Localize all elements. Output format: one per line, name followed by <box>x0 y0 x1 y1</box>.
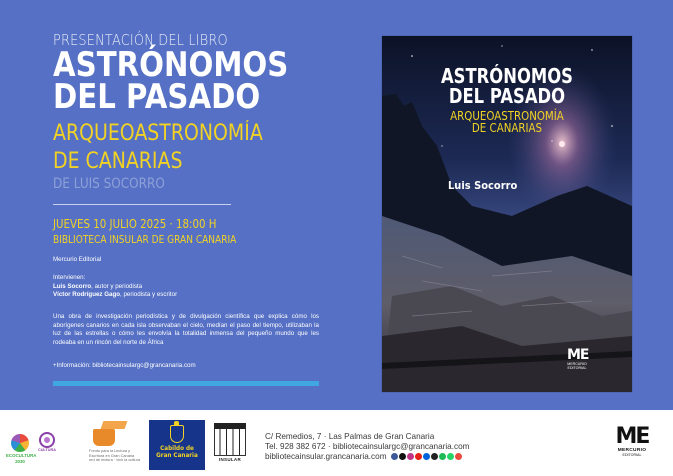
telegram-icon[interactable] <box>455 453 462 460</box>
cover-title-line2: DEL PASADO <box>448 84 566 108</box>
book-description: Una obra de investigación periodística y de divulgación científica que explica cómo los aborígenes canarios en cada isla observaban el cielo, medían el paso del tiempo, utilizaban la luz de las estrellas o cómo les envolvía la totalidad inmensa del pequeño mundo que les rodeaba en un rincón del norte de África <box>53 313 319 346</box>
cultura-label: CULTURA <box>37 448 57 452</box>
book-title-line2: DEL PASADO <box>53 77 261 117</box>
whatsapp-icon[interactable] <box>447 453 454 460</box>
phone-email[interactable]: Tel. 928 382 672 · bibliotecainsulargc@grancanaria.com <box>265 441 470 451</box>
tiktok-icon[interactable] <box>431 453 438 460</box>
cover-title-line1: ASTRÓNOMOS <box>440 64 573 88</box>
pre-title: PRESENTACIÓN DEL LIBRO <box>53 31 228 49</box>
speakers <box>53 274 177 300</box>
mercurio-name: MERCURIO <box>617 448 647 453</box>
book-subtitle-line2: DE CANARIAS <box>53 149 183 174</box>
address: C/ Remedios, 7 · Las Palmas de Gran Canaria <box>265 432 435 441</box>
mercurio-sub: EDITORIAL <box>622 453 642 457</box>
cover-publisher-sub: EDITORIAL <box>567 366 587 370</box>
ecocultura-label: ECOCULTURA <box>6 453 37 458</box>
cover-publisher-mark: ME <box>567 347 589 363</box>
book-subtitle-line1: ARQUEOASTRONOMÍA <box>53 121 263 146</box>
fondo-text-1: Fondo para la Lectura y <box>89 448 131 453</box>
event-date: JUEVES 10 JULIO 2025 · 18:00 H <box>53 216 217 231</box>
accent-bar <box>53 381 319 386</box>
website-link[interactable]: bibliotecainsular.grancanaria.com <box>265 451 387 461</box>
mercurio-editorial-logo <box>612 426 652 457</box>
speaker-1 <box>53 283 177 292</box>
x-icon[interactable] <box>399 453 406 460</box>
facebook-icon[interactable] <box>391 453 398 460</box>
biblioteca-insular-logo <box>212 423 248 468</box>
speaker-2 <box>53 291 177 300</box>
cover-subtitle-line2: DE CANARIAS <box>471 120 543 135</box>
poster-heading <box>53 32 323 192</box>
instagram-icon[interactable] <box>407 453 414 460</box>
insular-label: INSULAR <box>218 457 242 462</box>
speaker-2-role: , periodista y escritor <box>120 291 178 299</box>
cover-publisher-logo <box>567 348 587 378</box>
cultura-icon <box>39 432 55 448</box>
cover-author: Luis Socorro <box>448 179 518 192</box>
cabildo-line2: Gran Canaria <box>156 452 198 459</box>
book-author: DE LUIS SOCORRO <box>53 176 165 192</box>
book-title-line1: ASTRÓNOMOS <box>53 45 289 85</box>
speakers-label: Intervienen: <box>53 274 86 281</box>
cabildo-logo <box>149 420 205 470</box>
publisher-label: Mercurio Editorial <box>53 256 102 263</box>
book-cover <box>382 36 632 392</box>
fondo-text-3: red de lectura · vivir la cultura <box>89 457 141 463</box>
spotify-icon[interactable] <box>439 453 446 460</box>
cabildo-line1: Cabildo de <box>160 445 194 452</box>
book-basket-icon <box>89 421 129 447</box>
cover-subtitle-line1: ARQUEOASTRONOMÍA <box>450 108 564 123</box>
youtube-icon[interactable] <box>415 453 422 460</box>
info-email[interactable]: +Información: bibliotecainsulargc@grancanaria.com <box>53 362 196 369</box>
ecocultura-icon <box>11 434 29 452</box>
coat-of-arms-icon <box>170 425 184 443</box>
library-building-icon <box>214 423 246 456</box>
ecocultura-year: 2030 <box>15 459 25 464</box>
speaker-2-name: Víctor Rodríguez Gago <box>53 291 121 299</box>
cover-publisher-name: MERCURIO <box>567 362 587 366</box>
mercurio-mark: ME <box>615 424 649 449</box>
contact-info <box>265 432 469 461</box>
ecocultura-logo <box>6 434 37 464</box>
speaker-1-role: , autor y periodista <box>91 282 143 290</box>
event-venue: BIBLIOTECA INSULAR DE GRAN CANARIA <box>53 233 237 246</box>
speaker-1-name: Luis Socorro <box>53 282 92 290</box>
website-row <box>265 452 469 462</box>
fondo-text-2: Escritura en Gran Canaria <box>89 452 135 458</box>
social-icons <box>391 453 462 460</box>
flickr-icon[interactable] <box>423 453 430 460</box>
gran-canaria-cultura-logo <box>37 432 57 453</box>
divider <box>53 204 231 205</box>
fondo-lectura-logo <box>89 421 143 463</box>
